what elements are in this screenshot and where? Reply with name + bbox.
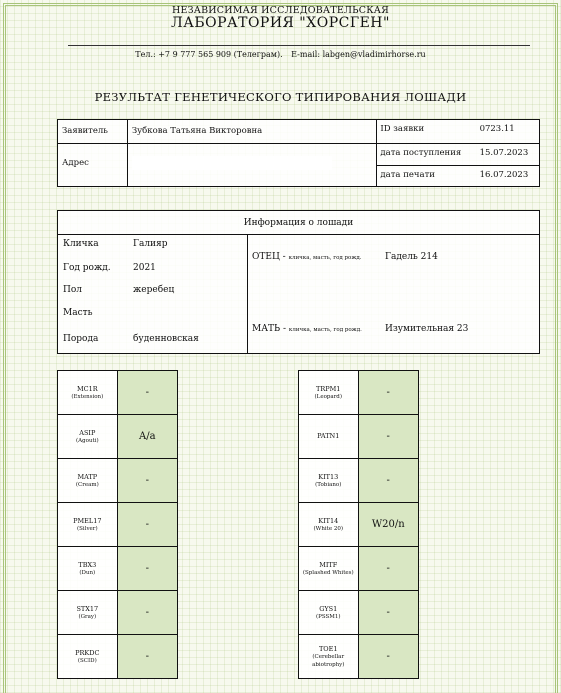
gene-symbol: TBX3	[78, 560, 97, 569]
gene-description: (Splashed Whites)	[302, 569, 354, 576]
gene-row	[299, 547, 419, 591]
horse-breed-value: буденновская	[133, 334, 199, 344]
gene-row	[58, 635, 178, 679]
gene-description: (PSSM1)	[315, 613, 341, 620]
address-value	[127, 144, 377, 187]
horse-name-value: Галияр	[133, 239, 168, 249]
horse-parents	[249, 235, 539, 353]
gene-row	[299, 503, 419, 547]
gene-description: (White 20)	[313, 525, 343, 532]
printed-value: 16.07.2023	[477, 166, 540, 187]
gene-name-cell	[58, 459, 118, 503]
gene-result: A/a	[117, 415, 177, 459]
genetics-table-right	[298, 370, 419, 679]
gene-symbol: ASIP	[79, 428, 96, 437]
gene-result: -	[117, 635, 177, 679]
gene-symbol: PATN1	[317, 432, 340, 441]
horse-year-value: 2021	[133, 263, 156, 273]
sire-value: Гадель 214	[385, 252, 438, 262]
horse-sex-label: Пол	[63, 285, 82, 295]
horse-color-label: Масть	[63, 308, 93, 318]
horse-details	[58, 235, 248, 353]
printed-label: дата печати	[377, 166, 477, 187]
gene-row	[58, 371, 178, 415]
horse-sex-value: жеребец	[133, 285, 175, 295]
gene-name-cell	[58, 635, 118, 679]
gene-name-cell	[58, 591, 118, 635]
gene-description: (Silver)	[77, 525, 98, 532]
id-label: ID заявки	[377, 120, 477, 144]
gene-row	[299, 459, 419, 503]
gene-result: -	[358, 635, 419, 679]
gene-description: (SCID)	[77, 657, 97, 664]
gene-description: (Cream)	[75, 481, 99, 488]
gene-result: -	[358, 591, 419, 635]
gene-name-cell	[58, 371, 118, 415]
horse-name-label: Кличка	[63, 239, 99, 249]
gene-result: -	[117, 371, 177, 415]
gene-result: -	[358, 459, 419, 503]
lab-subtitle: НЕЗАВИСИМАЯ ИССЛЕДОВАТЕЛЬСКАЯ	[171, 5, 390, 16]
gene-row	[58, 547, 178, 591]
gene-description: (Extension)	[71, 393, 104, 400]
gene-symbol: MITF	[319, 560, 338, 569]
dam-value: Изумительная 23	[385, 324, 469, 334]
gene-row	[58, 415, 178, 459]
gene-symbol: STX17	[76, 604, 99, 613]
gene-description: (Leopard)	[314, 393, 342, 400]
gene-row	[299, 371, 419, 415]
horse-year-label: Год рожд.	[63, 263, 111, 273]
address-redacted	[132, 156, 332, 170]
dam-hint: кличка, масть, год рожд.	[288, 327, 362, 333]
gene-row	[299, 635, 419, 679]
gene-name-cell	[58, 503, 118, 547]
gene-result: -	[117, 459, 177, 503]
gene-name-cell	[58, 415, 118, 459]
gene-symbol: PMEL17	[73, 516, 102, 525]
gene-row	[299, 415, 419, 459]
gene-result: W20/n	[358, 503, 419, 547]
genetics-table-left	[57, 370, 178, 679]
gene-name-cell	[299, 371, 359, 415]
gene-row	[58, 503, 178, 547]
applicant-value: Зубкова Татьяна Викторовна	[127, 120, 377, 144]
address-label: Адрес	[58, 144, 128, 187]
gene-result: -	[117, 547, 177, 591]
gene-description: (Dun)	[79, 569, 96, 576]
received-value: 15.07.2023	[477, 144, 540, 166]
email-link[interactable]: E-mail: labgen@vladimirhorse.ru	[291, 50, 426, 59]
dam-row	[252, 324, 469, 334]
gene-result: -	[117, 591, 177, 635]
gene-symbol: MATP	[77, 472, 98, 481]
phone-text: Тел.: +7 9 777 565 909 (Телеграм).	[135, 50, 283, 59]
gene-row	[58, 591, 178, 635]
gene-description: (Tobiano)	[315, 481, 342, 488]
dam-label: МАТЬ -	[252, 324, 287, 334]
gene-row	[299, 591, 419, 635]
gene-row	[58, 459, 178, 503]
gene-name-cell	[299, 635, 359, 679]
sire-row	[252, 252, 438, 262]
gene-description: (Gray)	[78, 613, 97, 620]
applicant-label: Заявитель	[58, 120, 128, 144]
header-divider	[68, 45, 530, 46]
gene-symbol: MC1R	[76, 384, 98, 393]
received-label: дата поступления	[377, 144, 477, 166]
gene-name-cell	[299, 459, 359, 503]
horse-breed-label: Порода	[63, 334, 99, 344]
gene-symbol: PRKDC	[75, 648, 100, 657]
lab-title: ЛАБОРАТОРИЯ "ХОРСГЕН"	[171, 15, 390, 31]
contacts	[0, 50, 561, 59]
horse-info-section	[57, 210, 540, 354]
gene-description: (Agouti)	[76, 437, 99, 444]
sire-label: ОТЕЦ -	[252, 252, 286, 262]
id-value: 0723.11	[477, 120, 540, 144]
gene-result: -	[358, 547, 419, 591]
gene-symbol: KIT13	[318, 472, 339, 481]
applicant-table	[57, 119, 540, 187]
gene-name-cell	[299, 415, 359, 459]
gene-symbol: TOE1	[318, 644, 338, 653]
horse-info-title: Информация о лошади	[58, 211, 539, 235]
gene-symbol: GYS1	[319, 604, 338, 613]
gene-result: -	[117, 503, 177, 547]
document-title: РЕЗУЛЬТАТ ГЕНЕТИЧЕСКОГО ТИПИРОВАНИЯ ЛОШАДИ	[94, 90, 467, 104]
sire-hint: кличка, масть, год рожд.	[288, 255, 362, 261]
gene-symbol: KIT14	[318, 516, 339, 525]
gene-symbol: TRPM1	[316, 384, 341, 393]
gene-name-cell	[58, 547, 118, 591]
gene-description: (Cerebellar abiotrophy)	[312, 653, 345, 668]
gene-result: -	[358, 415, 419, 459]
gene-name-cell	[299, 591, 359, 635]
gene-name-cell	[299, 503, 359, 547]
gene-result: -	[358, 371, 419, 415]
gene-name-cell	[299, 547, 359, 591]
